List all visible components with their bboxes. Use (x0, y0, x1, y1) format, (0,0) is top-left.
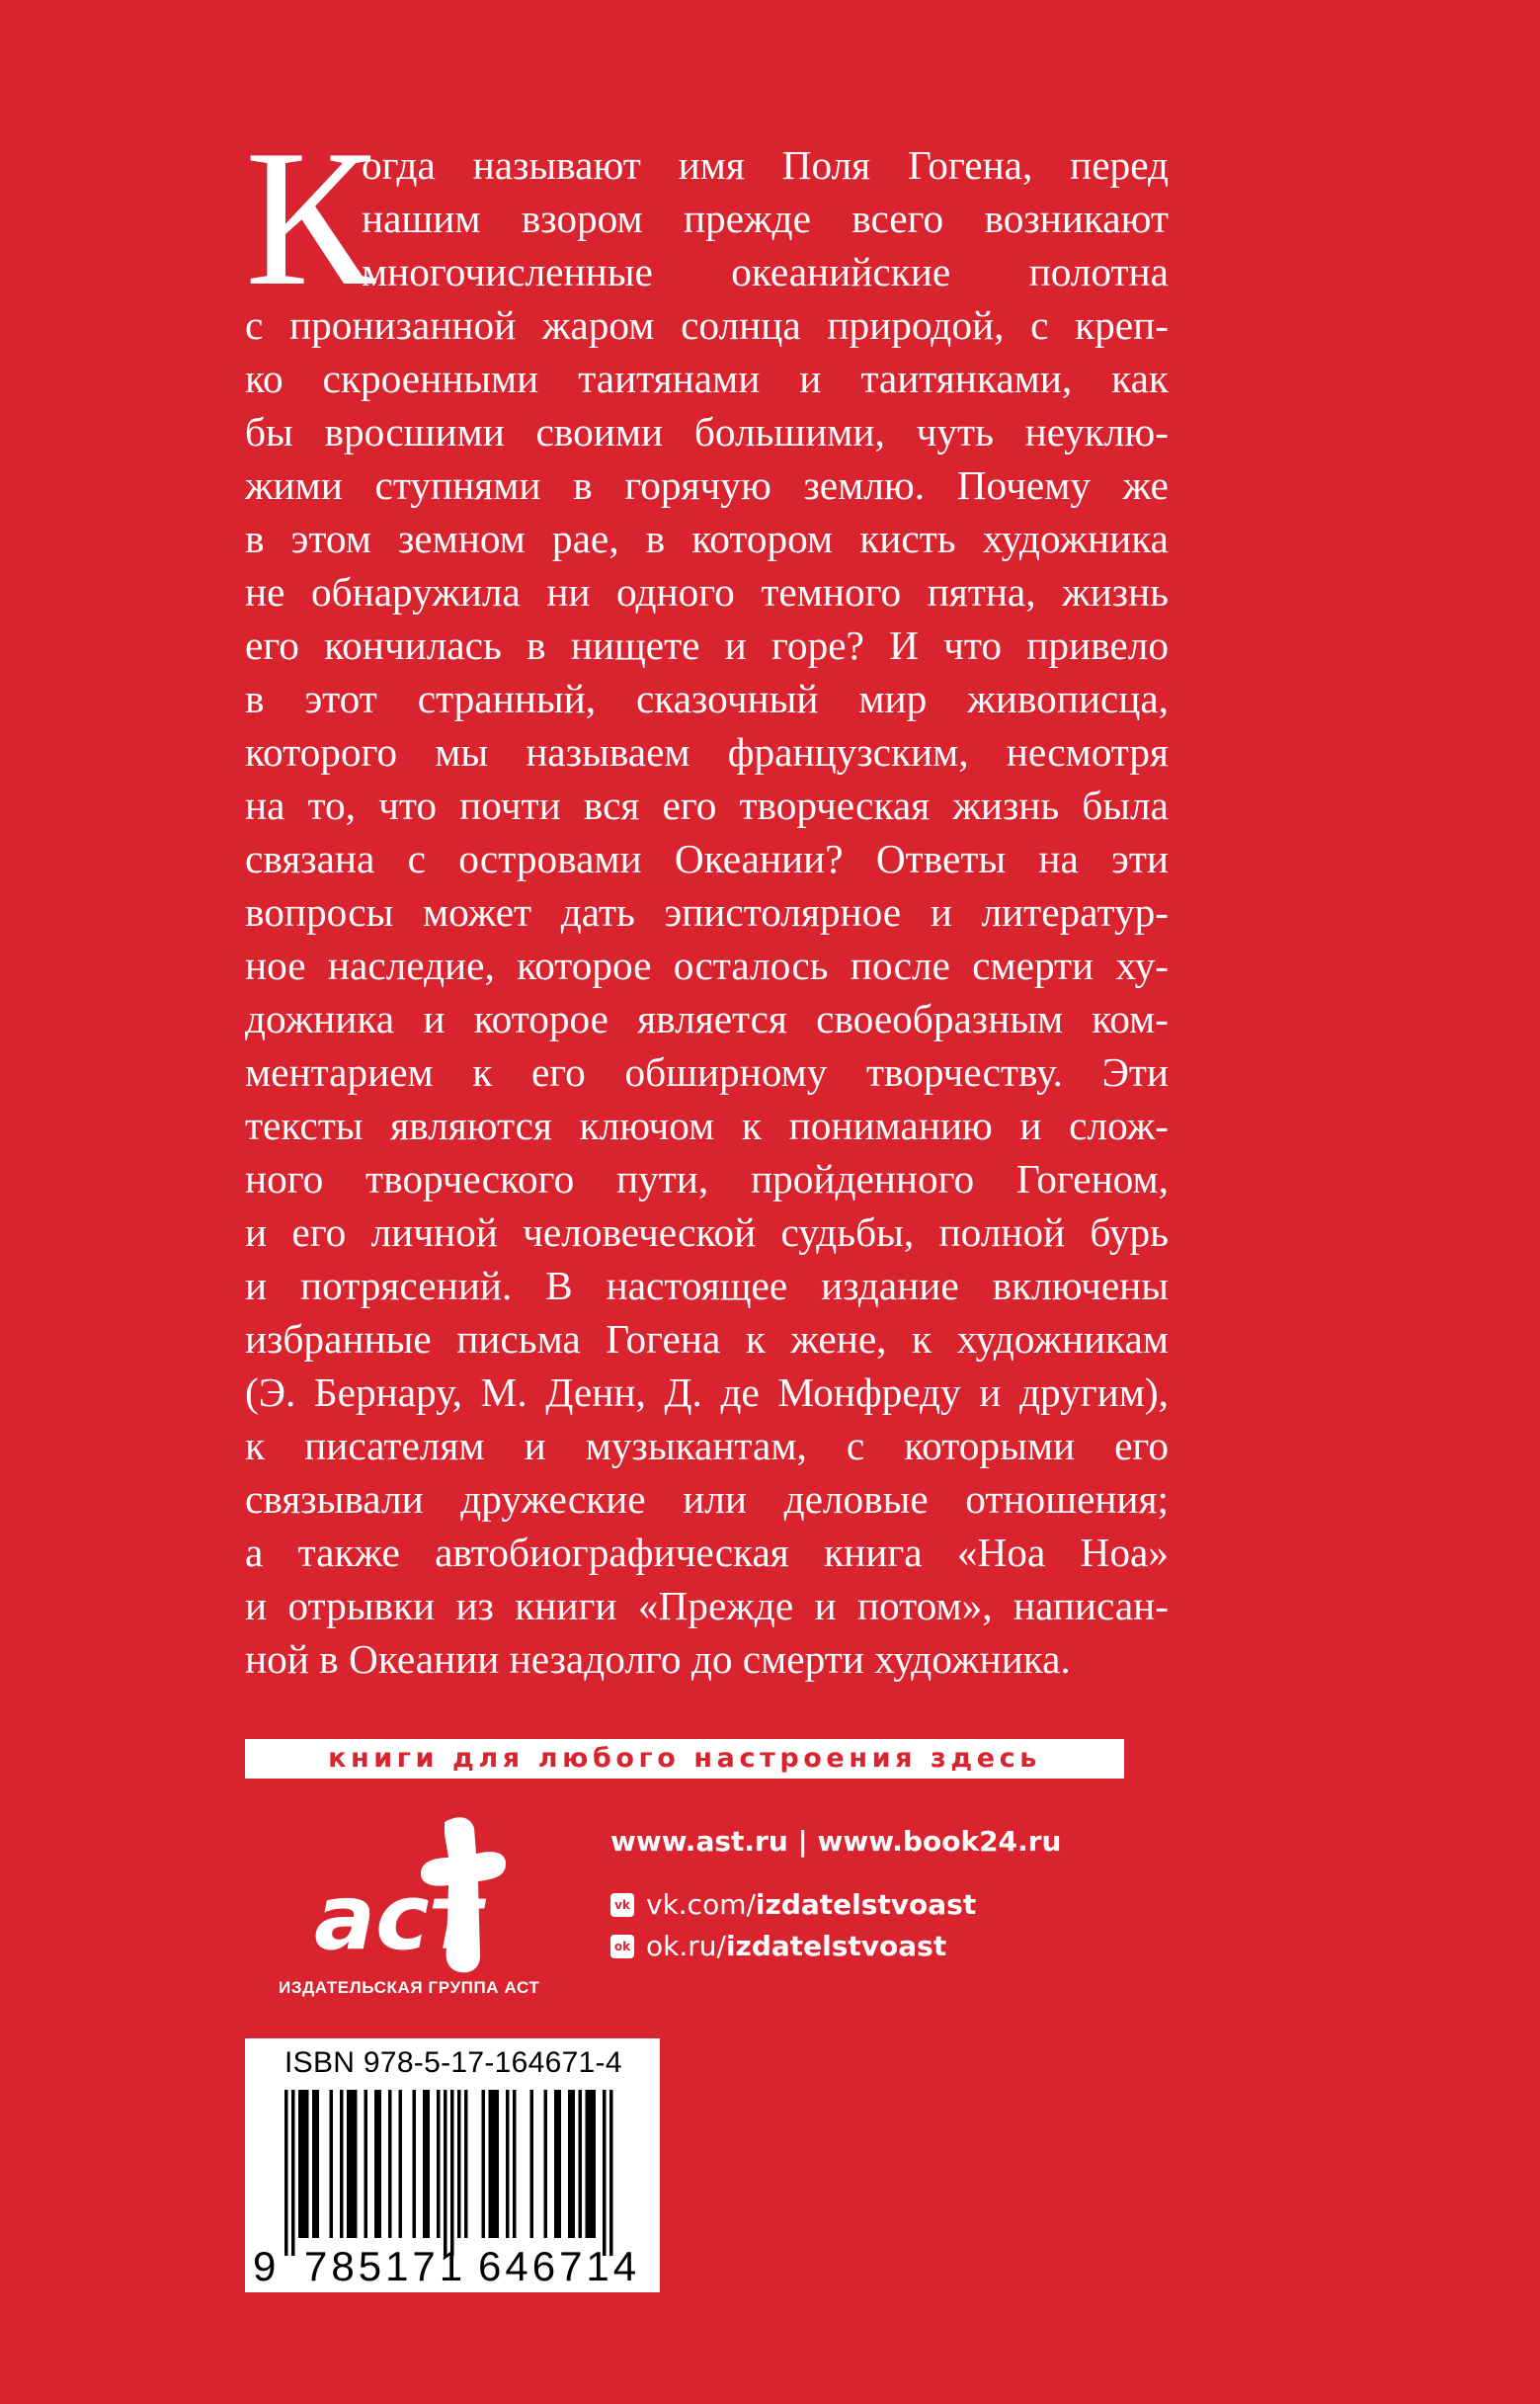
isbn-number: ISBN 978-5-17-164671-4 (284, 2046, 622, 2079)
barcode-bar (603, 2090, 607, 2256)
text-line: связана с островами Океании? Ответы на эти (245, 836, 1169, 881)
barcode-bar (572, 2090, 576, 2238)
text-line: и его личной человеческой судьбы, полной бурь (245, 1209, 1169, 1255)
barcode-bar (312, 2090, 316, 2238)
website-links[interactable]: www.ast.ru | www.book24.ru (610, 1825, 1062, 1858)
text-line: огда называют имя Поля Гогена, перед (362, 142, 1169, 188)
barcode-bar (513, 2090, 517, 2238)
text-line: тексты являются ключом к пониманию и слож- (245, 1103, 1169, 1148)
barcode-bar (489, 2090, 493, 2238)
barcode-bar (340, 2090, 344, 2238)
text-line: ного творческого пути, пройденного Гогеном, (245, 1156, 1169, 1202)
barcode-bar (558, 2090, 562, 2238)
text-line: ментарием к его обширному творчеству. Эти (245, 1049, 1169, 1095)
barcode-bar (482, 2090, 486, 2238)
barcode-bar (427, 2090, 431, 2238)
barcode-bar (609, 2090, 613, 2256)
barcode-bar (347, 2090, 351, 2238)
text-line: а также автобиографическая книга «Ноа Ноа» (245, 1530, 1169, 1575)
vk-icon: vk (610, 1893, 634, 1917)
ean-right-digits: 646714 (478, 2243, 641, 2289)
barcode-bar (316, 2090, 320, 2238)
barcode-bar (284, 2090, 288, 2256)
barcode-bar (365, 2090, 368, 2238)
barcode-bar (305, 2090, 309, 2238)
text-line: избранные письма Гогена к жене, к художникам (245, 1316, 1169, 1362)
barcode-bar (351, 2090, 355, 2238)
barcode-bar (492, 2090, 496, 2238)
text-line: (Э. Бернару, М. Денн, Д. де Монфреду и другим), (245, 1369, 1169, 1415)
text-line: ное наследие, которое осталось после смерти ху- (245, 943, 1169, 988)
ok-handle: izdatelstvoast (725, 1930, 947, 1962)
barcode-bar (413, 2090, 417, 2238)
text-line: которого мы называем французским, несмотря (245, 729, 1169, 775)
text-line: ко скроенными таитянами и таитянками, как (245, 356, 1169, 401)
ean-first-digit: 9 (253, 2243, 277, 2289)
text-line: ной в Океании незадолго до смерти художника. (245, 1636, 1071, 1682)
barcode-bar (568, 2090, 572, 2238)
ean-left-digits: 785171 (304, 2243, 467, 2289)
ok-prefix: ok.ru/ (646, 1930, 726, 1962)
barcode-bar (330, 2090, 334, 2238)
text-line: многочисленные океанийские полотна (362, 249, 1169, 294)
text-line: бы вросшими своими большими, чуть неуклю- (245, 409, 1169, 455)
text-line: в этот странный, сказочный мир живописца, (245, 676, 1169, 721)
barcode-bar (530, 2090, 534, 2238)
barcode-bar (589, 2090, 593, 2238)
text-line: дожника и которое является своеобразным ком- (245, 996, 1169, 1041)
text-line: вопросы может дать эпистолярное и литератур- (245, 889, 1169, 935)
logo-text: аст (314, 1865, 482, 1970)
ok-icon: ok (610, 1935, 634, 1958)
text-line: с пронизанной жаром солнца природой, с креп- (245, 302, 1169, 348)
text-line: его кончилась в нищете и горе? И что привело (245, 622, 1169, 668)
vk-handle: izdatelstvoast (755, 1888, 977, 1921)
publisher-links (610, 1824, 1061, 1970)
ok-link[interactable] (610, 1929, 1061, 1964)
text-line: на то, что почти вся его творческая жизнь была (245, 783, 1169, 828)
barcode-bar (579, 2090, 583, 2238)
vk-link[interactable] (610, 1887, 1061, 1923)
publisher-caption: ИЗДАТЕЛЬСКАЯ ГРУППА АСТ (279, 1978, 540, 1997)
barcode-bar (457, 2090, 461, 2238)
barcode-bar (354, 2090, 358, 2238)
barcode-bar (302, 2090, 306, 2238)
slogan-banner: книги для любого настроения здесь (245, 1739, 1124, 1779)
barcode-bar (423, 2090, 427, 2238)
ast-logo (247, 1808, 573, 1996)
drop-cap-letter: К (245, 110, 376, 326)
barcode-bar (496, 2090, 500, 2238)
text-line: не обнаружила ни одного темного пятна, жизнь (245, 569, 1169, 615)
barcode-bar (291, 2090, 295, 2256)
text-line: в этом земном рае, в котором кисть художника (245, 516, 1169, 561)
text-line: и отрывки из книги «Прежде и потом», написан- (245, 1583, 1169, 1628)
text-line: к писателям и музыкантам, с которыми его (245, 1423, 1169, 1468)
text-line: нашим взором прежде всего возникают (362, 196, 1169, 241)
text-line: и потрясений. В настоящее издание включены (245, 1263, 1169, 1308)
barcode-bar (554, 2090, 558, 2238)
barcode-block (245, 2038, 660, 2292)
barcode-bar (378, 2090, 382, 2238)
barcode-bar (506, 2090, 510, 2238)
barcode-bar (437, 2090, 441, 2238)
text-line: жими ступнями в горячую землю. Почему же (245, 462, 1169, 508)
barcode-bar (450, 2090, 454, 2256)
barcode-bar (374, 2090, 378, 2238)
barcode-bar (464, 2090, 468, 2238)
text-line: связывали дружеские или деловые отношения; (245, 1476, 1169, 1522)
annotation-text (245, 138, 1169, 1686)
barcode-bar (593, 2090, 597, 2238)
vk-prefix: vk.com/ (646, 1888, 756, 1921)
barcode-bar (444, 2090, 447, 2256)
barcode-bar (544, 2090, 548, 2238)
barcode-bar (298, 2090, 302, 2238)
barcode-bar (399, 2090, 403, 2238)
barcode-bar (586, 2090, 590, 2238)
barcode-bar (388, 2090, 392, 2238)
